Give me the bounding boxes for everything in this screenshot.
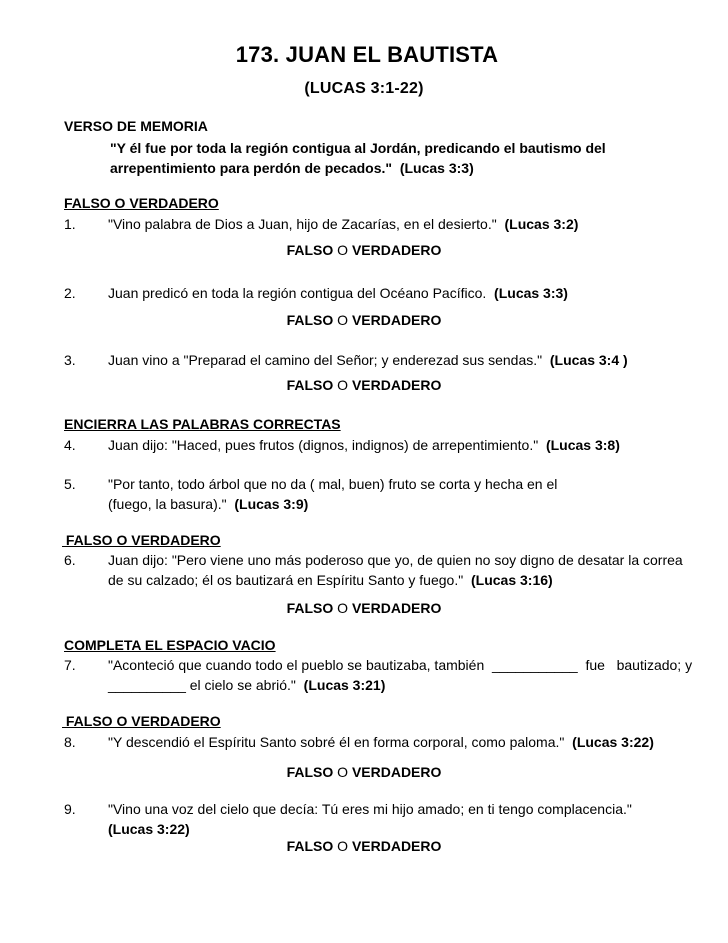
section-heading-true-false-2: FALSO O VERDADERO [62,532,221,548]
item-1-text: "Vino palabra de Dios a Juan, hijo de Zacarías, en el desierto." (Lucas 3:2) [108,216,579,232]
item-number: 1. [64,216,76,232]
item-8-ref: (Lucas 3:22) [572,734,654,750]
section-heading-true-false-3: FALSO O VERDADERO [62,713,221,729]
falso-option[interactable]: FALSO [286,838,334,854]
item-9-ref: (Lucas 3:22) [108,821,190,837]
section-heading-true-false-1: FALSO O VERDADERO [64,195,219,211]
item-8-answer: FALSO O VERDADERO [286,764,442,780]
verdadero-option[interactable]: VERDADERO [351,600,442,616]
memory-verse-ref: (Lucas 3:3) [399,160,474,176]
item-number: 5. [64,476,76,492]
item-number: 2. [64,285,76,301]
item-1-answer: FALSO O VERDADERO [286,242,442,258]
verdadero-option[interactable]: VERDADERO [351,838,442,854]
page-subtitle: (LUCAS 3:1-22) [304,80,424,97]
section-heading-circle-words: ENCIERRA LAS PALABRAS CORRECTAS [64,416,341,432]
item-7-line-2: __________ el cielo se abrió." (Lucas 3:21) [108,677,386,693]
verdadero-option[interactable]: VERDADERO [351,242,442,258]
item-6-answer: FALSO O VERDADERO [286,600,442,616]
item-3-answer: FALSO O VERDADERO [286,377,442,393]
item-6-ref: (Lucas 3:16) [470,572,553,588]
falso-option[interactable]: FALSO [286,600,334,616]
verdadero-option[interactable]: VERDADERO [351,377,442,393]
verdadero-option[interactable]: VERDADERO [351,764,442,780]
verdadero-option[interactable]: VERDADERO [351,312,442,328]
item-2-answer: FALSO O VERDADERO [286,312,442,328]
item-9-answer: FALSO O VERDADERO [286,838,442,854]
item-5-ref: (Lucas 3:9) [234,496,309,512]
item-4-text: Juan dijo: "Haced, pues frutos (dignos, indignos) de arrepentimiento." (Lucas 3:8) [108,437,620,453]
item-6-line-2: de su calzado; él os bautizará en Espíritu Santo y fuego." (Lucas 3:16) [108,572,553,588]
item-number: 3. [64,352,76,368]
item-3-ref: (Lucas 3:4 ) [549,352,628,368]
item-5-line-2: (fuego, la basura)." (Lucas 3:9) [108,496,309,512]
item-2-text: Juan predicó en toda la región contigua del Océano Pacífico. (Lucas 3:3) [108,285,568,301]
memory-verse-line-1: "Y él fue por toda la región contigua al Jordán, predicando el bautismo del [110,140,606,156]
page-title: 173. JUAN EL BAUTISTA [235,42,499,67]
item-5-line-1: "Por tanto, todo árbol que no da ( mal, buen) fruto se corta y hecha en el [108,476,558,492]
item-number: 4. [64,437,76,453]
falso-option[interactable]: FALSO [286,242,334,258]
item-2-ref: (Lucas 3:3) [494,285,568,301]
item-7-line-1: "Aconteció que cuando todo el pueblo se bautizaba, también ___________ fue bautizado; y [108,657,693,673]
item-3-text: Juan vino a "Preparad el camino del Señor; y enderezad sus sendas." (Lucas 3:4 ) [108,352,628,368]
item-number: 7. [64,657,76,673]
falso-option[interactable]: FALSO [286,312,334,328]
item-6-line-1: Juan dijo: "Pero viene uno más poderoso que yo, de quien no soy digno de desatar la correa [108,552,683,568]
item-4-ref: (Lucas 3:8) [545,437,620,453]
item-8-text: "Y descendió el Espíritu Santo sobré él en forma corporal, como paloma." (Lucas 3:22) [108,734,654,750]
section-heading-fill-blank: COMPLETA EL ESPACIO VACIO [64,637,276,653]
memory-verse-heading: VERSO DE MEMORIA [64,118,208,134]
falso-option[interactable]: FALSO [286,764,334,780]
falso-option[interactable]: FALSO [286,377,334,393]
item-number: 9. [64,801,76,817]
item-number: 6. [64,552,76,568]
item-7-ref: (Lucas 3:21) [303,677,386,693]
memory-verse-line-2: arrepentimiento para perdón de pecados." (Lucas 3:3) [110,160,474,176]
item-9-line-1: "Vino una voz del cielo que decía: Tú eres mi hijo amado; en ti tengo complacencia." [108,801,632,817]
item-1-ref: (Lucas 3:2) [504,216,579,232]
item-number: 8. [64,734,76,750]
